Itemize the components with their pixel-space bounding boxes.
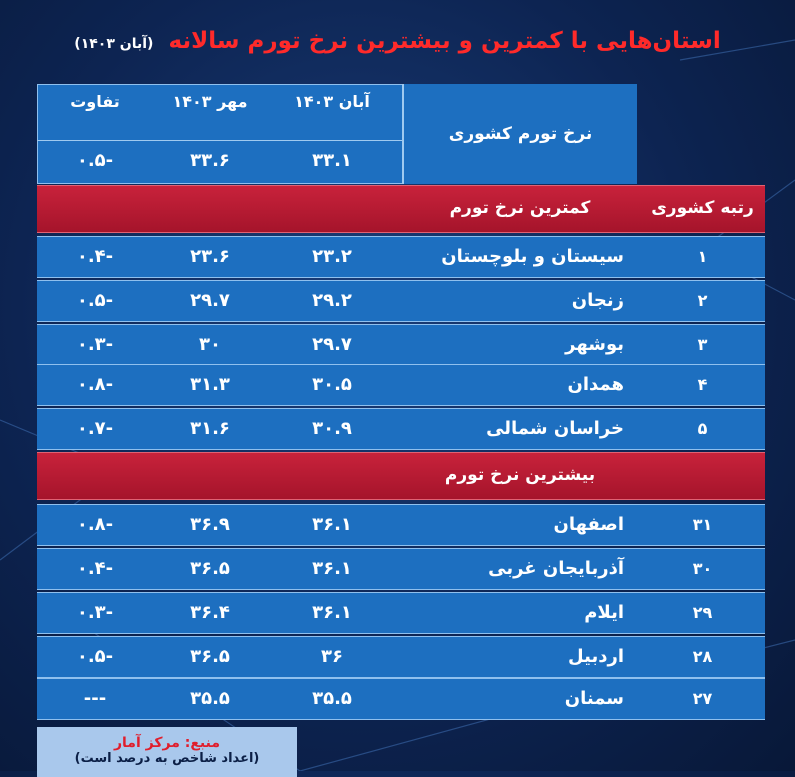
diff-cell: -۰.۵ [76, 289, 114, 311]
national-diff-value: -۰.۵ [76, 149, 114, 171]
mehr-cell: ۲۹.۷ [190, 289, 230, 311]
diff-cell: -۰.۸ [76, 373, 114, 395]
national-rate-label: نرخ تورم کشوری [402, 84, 637, 184]
diff-cell: -۰.۸ [76, 513, 114, 535]
province-cell: همدان [567, 373, 624, 395]
source-label: منبع: مرکز آمار [113, 735, 221, 751]
mehr-cell: ۳۱.۶ [190, 417, 230, 439]
province-cell: زنجان [571, 289, 624, 311]
rank-cell: ۲۷ [692, 688, 713, 708]
aban-cell: ۳۵.۵ [312, 687, 352, 709]
aban-cell: ۳۶.۱ [312, 513, 352, 535]
aban-cell: ۳۶ [321, 645, 343, 667]
aban-cell: ۲۳.۲ [312, 245, 352, 267]
diff-cell: -۰.۴ [76, 245, 114, 267]
rank-cell: ۲۹ [692, 602, 713, 622]
unit-note: (اعداد شاخص به درصد است) [74, 751, 260, 766]
title-main: استان‌هایی با کمترین و بیشترین نرخ تورم سالانه [168, 28, 721, 54]
rank-header: رتبه کشوری [651, 198, 754, 218]
mehr-cell: ۳۰ [199, 333, 221, 355]
highest-title: بیشترین نرخ تورم [444, 465, 596, 485]
diff-cell: -۰.۷ [76, 417, 114, 439]
mehr-cell: ۳۶.۵ [190, 557, 230, 579]
rank-cell: ۲ [697, 290, 708, 310]
rank-cell: ۴ [697, 374, 708, 394]
aban-cell: ۲۹.۲ [312, 289, 352, 311]
aban-cell: ۳۰.۵ [312, 373, 352, 395]
mehr-cell: ۳۶.۴ [190, 601, 230, 623]
source-note [37, 727, 297, 777]
rank-cell: ۳۰ [692, 558, 713, 578]
column-header-mehr: مهر ۱۴۰۳ [172, 91, 248, 111]
column-header-diff: تفاوت [70, 91, 120, 111]
aban-cell: ۲۹.۷ [312, 333, 352, 355]
national-aban-value: ۳۳.۱ [312, 149, 352, 171]
province-cell: آذربایجان غربی [488, 557, 624, 579]
rank-cell: ۱ [697, 246, 708, 266]
rank-cell: ۳ [697, 334, 708, 354]
province-cell: اردبیل [568, 645, 624, 667]
lowest-title: کمترین نرخ تورم [449, 198, 591, 218]
highest-band [37, 452, 765, 500]
mehr-cell: ۳۶.۵ [190, 645, 230, 667]
national-mehr-value: ۳۳.۶ [190, 149, 230, 171]
aban-cell: ۳۰.۹ [312, 417, 352, 439]
rank-cell: ۲۸ [692, 646, 713, 666]
province-cell: اصفهان [553, 513, 624, 535]
page-title [40, 28, 755, 68]
mehr-cell: ۲۳.۶ [190, 245, 230, 267]
diff-cell: -۰.۵ [76, 645, 114, 667]
column-header-aban: آبان ۱۴۰۳ [294, 91, 370, 111]
province-cell: خراسان شمالی [486, 417, 624, 439]
diff-cell: --- [83, 687, 107, 709]
province-cell: ایلام [584, 601, 624, 623]
province-cell: بوشهر [565, 333, 624, 355]
diff-cell: -۰.۳ [76, 333, 114, 355]
aban-cell: ۳۶.۱ [312, 557, 352, 579]
province-cell: سمنان [564, 687, 624, 709]
title-period: (آبان ۱۴۰۳) [74, 36, 154, 52]
national-header-divider [37, 140, 402, 141]
diff-cell: -۰.۳ [76, 601, 114, 623]
rank-cell: ۵ [697, 418, 708, 438]
mehr-cell: ۳۵.۵ [190, 687, 230, 709]
aban-cell: ۳۶.۱ [312, 601, 352, 623]
province-cell: سیستان و بلوچستان [441, 245, 624, 267]
mehr-cell: ۳۱.۳ [190, 373, 230, 395]
diff-cell: -۰.۴ [76, 557, 114, 579]
rank-cell: ۳۱ [692, 514, 713, 534]
mehr-cell: ۳۶.۹ [190, 513, 230, 535]
